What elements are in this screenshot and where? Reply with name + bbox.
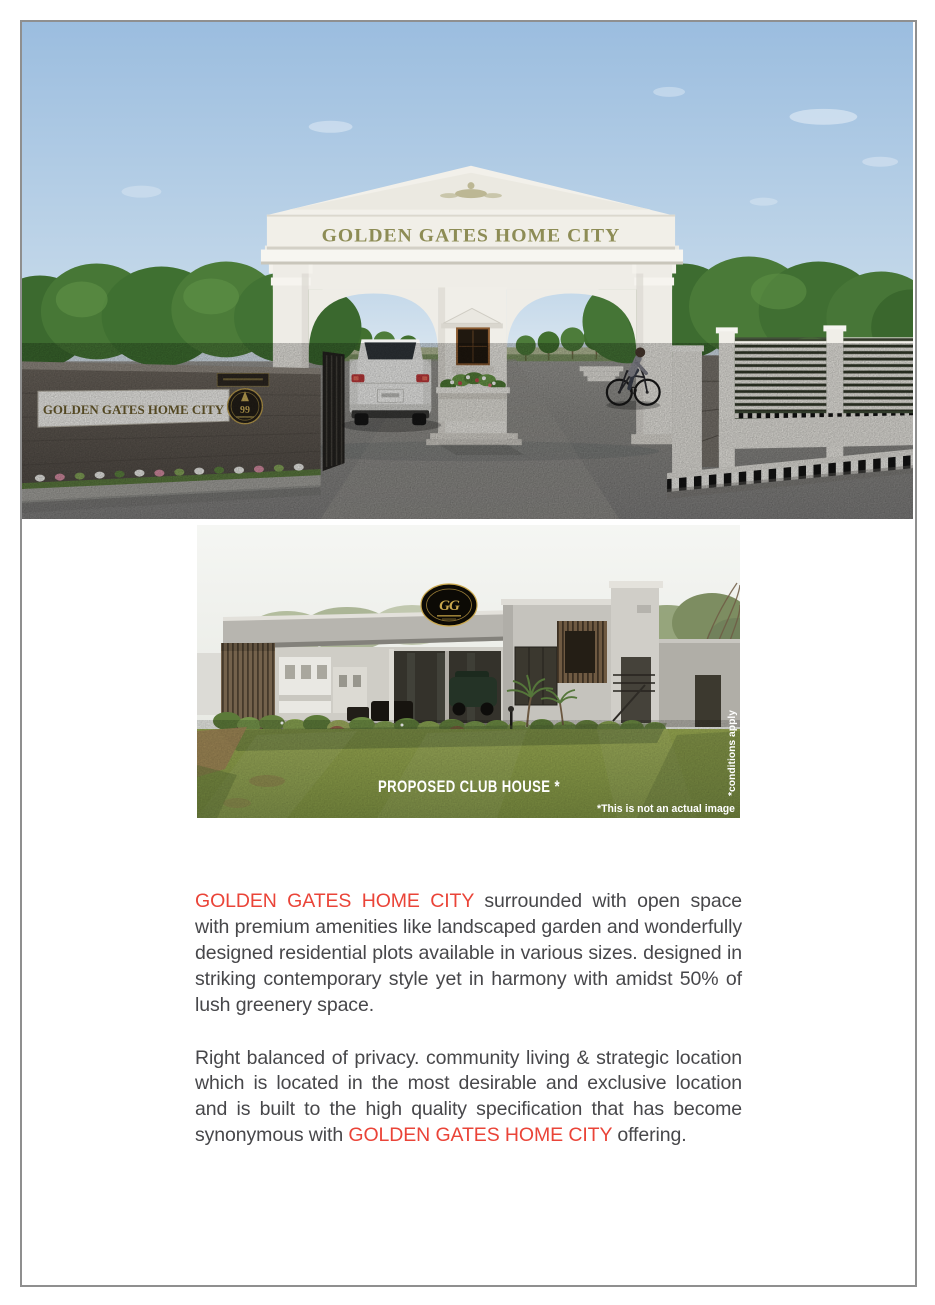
entrance-gate-photo: [22, 22, 913, 519]
paragraph-1-text: surrounded with open space with premium amenities like landscaped garden and wonderfully designed residential plots available in various sizes. designed in striking contemporary style yet in harmony with amidst 50% of lush greenery space.: [195, 890, 742, 1016]
brand-name-highlight: GOLDEN GATES HOME CITY: [348, 1124, 613, 1147]
clubhouse-disclaimer: *This is not an actual image: [597, 803, 735, 815]
wall-logo-number: 99: [240, 405, 250, 417]
clubhouse-logo: [421, 584, 477, 626]
paragraph-2: [195, 1046, 742, 1150]
clubhouse-photo: [197, 525, 740, 818]
description-text: [195, 889, 742, 1149]
paragraph-2-text: Right balanced of privacy. community living & strategic location which is located in the most desirable and exclusive location and is built to the high quality specification that has become synonymous with: [195, 1046, 742, 1147]
paragraph-2-tail: offering.: [612, 1124, 687, 1147]
clubhouse-caption: PROPOSED CLUB HOUSE *: [378, 778, 561, 796]
wall-sign-text: GOLDEN GATES HOME CITY: [42, 402, 225, 418]
paragraph-1: [195, 889, 742, 1019]
clubhouse-side-note: *conditions apply: [726, 708, 738, 796]
gate-arch-title: GOLDEN GATES HOME CITY: [321, 225, 621, 247]
logo-monogram: GG: [439, 598, 459, 614]
asphalt-texture: [22, 359, 913, 519]
brand-name-highlight: GOLDEN GATES HOME CITY: [195, 890, 474, 912]
